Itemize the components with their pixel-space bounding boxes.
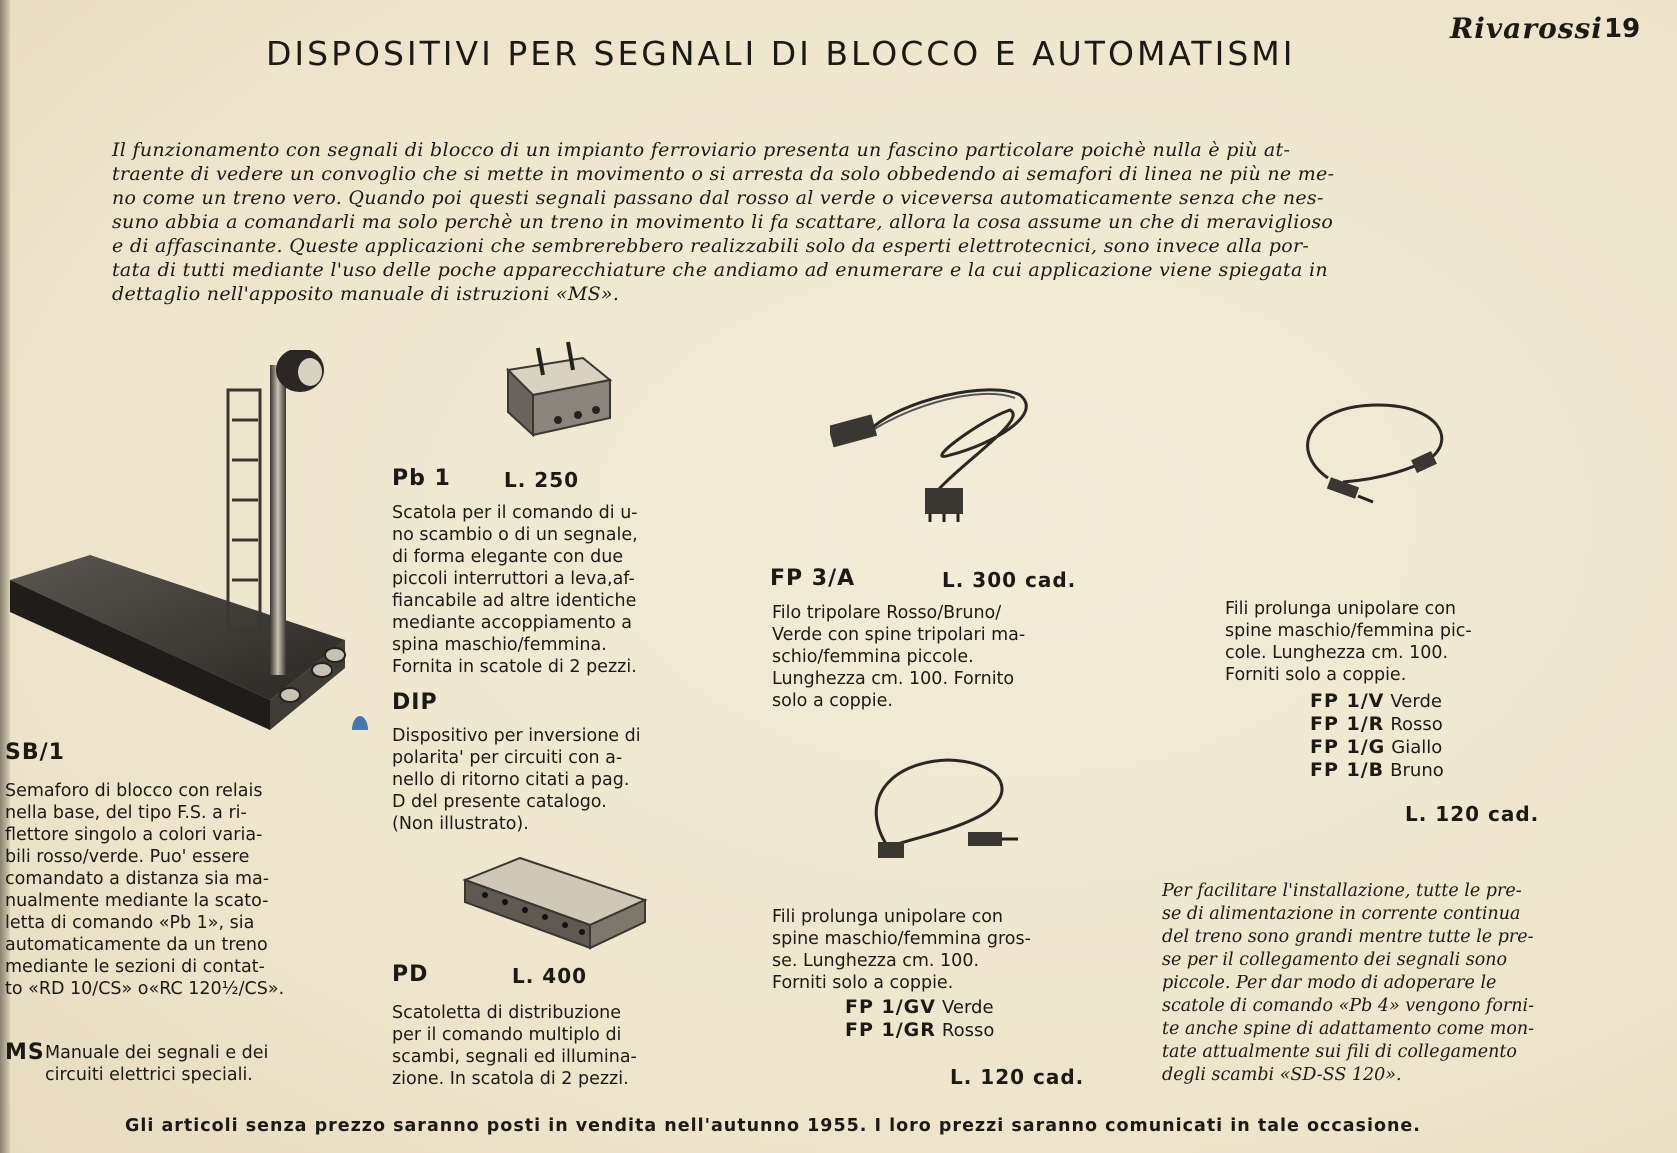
intro-line: no come un treno vero. Quando poi questi segnali passano dal rosso al verde o viceversa automaticamente senza che nes- [112, 187, 1324, 209]
fp1g-cable-illustration [858, 752, 1023, 867]
variant-row [845, 1019, 994, 1042]
variant-code: FP 1/B [1310, 759, 1385, 781]
brand-logo: Rivarossi [1450, 12, 1603, 45]
sb1-code: SB/1 [5, 740, 65, 765]
note-line: degli scambi «SD-SS 120». [1162, 1065, 1402, 1085]
note-line: tate attualmente sui fili di collegamento [1162, 1042, 1517, 1062]
text-line: D del presente catalogo. [392, 792, 607, 812]
variant-code: FP 1/GV [845, 996, 936, 1018]
text-line: Fornita in scatole di 2 pezzi. [392, 657, 637, 677]
ms-entry [5, 1040, 269, 1085]
text-line: solo a coppie. [772, 691, 893, 711]
intro-line: Il funzionamento con segnali di blocco di un impianto ferroviario presenta un fascino particolare poichè nulla è più at- [112, 139, 1291, 161]
text-line: nualmente mediante la scato- [5, 891, 269, 911]
text-line: Manuale dei segnali e dei [45, 1043, 269, 1063]
text-line: polarita' per circuiti con a- [392, 748, 623, 768]
fp1-price: L. 120 cad. [1405, 802, 1540, 826]
text-line: Forniti solo a coppie. [1225, 665, 1407, 685]
pd-code: PD [392, 962, 429, 987]
text-line: Fili prolunga unipolare con [772, 907, 1004, 927]
note-line: Per facilitare l'installazione, tutte le pre- [1162, 881, 1522, 901]
text-line: Dispositivo per inversione di [392, 726, 641, 746]
fp1-description [1225, 598, 1472, 686]
text-line: cole. Lunghezza cm. 100. [1225, 643, 1449, 663]
fp3a-code: FP 3/A [770, 566, 856, 591]
note-line: scatole di comando «Pb 4» vengono forni- [1162, 996, 1535, 1016]
ms-code: MS [5, 1040, 45, 1065]
variant-color: Rosso [941, 1020, 995, 1041]
intro-line: e di affascinante. Queste applicazioni che sembrerebbero realizzabili solo da esperti elettrotecnici, sono invece alla por- [112, 235, 1310, 257]
text-line: Forniti solo a coppie. [772, 973, 954, 993]
text-line: piccoli interruttori a leva,af- [392, 569, 635, 589]
text-line: circuiti elettrici speciali. [45, 1065, 253, 1085]
pd-price: L. 400 [512, 964, 588, 988]
text-line: schio/femmina piccole. [772, 647, 974, 667]
fp1g-description [772, 906, 1031, 994]
pd-entry [392, 962, 588, 988]
pb1-description [392, 502, 638, 678]
text-line: (Non illustrato). [392, 814, 529, 834]
fp1-cable-illustration [1288, 400, 1458, 515]
dip-description [392, 725, 641, 835]
fp1-variants [1310, 690, 1444, 782]
footer-note: Gli articoli senza prezzo saranno posti in vendita nell'autunno 1955. I loro prezzi saranno comunicati in tale occasione. [125, 1116, 1421, 1136]
text-line: spine maschio/femmina gros- [772, 929, 1031, 949]
variant-color: Giallo [1391, 737, 1443, 758]
pb1-price: L. 250 [504, 468, 580, 492]
dip-code: DIP [392, 690, 438, 715]
intro-line: tata di tutti mediante l'uso delle poche apparecchiature che andiamo ad enumerare e la cui applicazione viene spiegata in [112, 259, 1328, 281]
text-line: bili rosso/verde. Puo' essere [5, 847, 250, 867]
installation-note [1162, 880, 1622, 1087]
text-line: Verde con spine tripolari ma- [772, 625, 1026, 645]
ms-description [45, 1042, 268, 1086]
variant-row [1310, 759, 1444, 782]
note-line: piccole. Per dar modo di adoperare le [1162, 973, 1497, 993]
text-line: to «RD 10/CS» o«RC 120½/CS». [5, 979, 285, 999]
text-line: fiancabile ad altre identiche [392, 591, 637, 611]
text-line: scambi, segnali ed illumina- [392, 1047, 637, 1067]
text-line: spina maschio/femmina. [392, 635, 607, 655]
sb1-description [5, 780, 284, 1000]
text-line: di forma elegante con due [392, 547, 624, 567]
block-signal-illustration [0, 350, 370, 730]
pb1-code: Pb 1 [392, 466, 451, 491]
fp3a-description [772, 602, 1025, 712]
text-line: Semaforo di blocco con relais [5, 781, 263, 801]
text-line: se. Lunghezza cm. 100. [772, 951, 980, 971]
intro-paragraph [112, 138, 1492, 306]
text-line: mediante le sezioni di contat- [5, 957, 265, 977]
intro-line: traente di vedere un convoglio che si mette in movimento o si arresta da solo obbedendo ai semafori di linea ne più ne me- [112, 163, 1335, 185]
text-line: Fili prolunga unipolare con [1225, 599, 1457, 619]
variant-color: Verde [941, 997, 994, 1018]
text-line: nello di ritorno citati a pag. [392, 770, 630, 790]
fp3a-cable-illustration [830, 360, 1040, 525]
text-line: no scambio o di un segnale, [392, 525, 638, 545]
fp3a-price: L. 300 cad. [942, 568, 1077, 592]
note-line: del treno sono grandi mentre tutte le pre- [1162, 927, 1534, 947]
page-title: DISPOSITIVI PER SEGNALI DI BLOCCO E AUTOMATISMI [266, 34, 1296, 73]
text-line: Lunghezza cm. 100. Fornito [772, 669, 1015, 689]
text-line: Scatoletta di distribuzione [392, 1003, 622, 1023]
variant-color: Bruno [1390, 760, 1444, 781]
pb1-entry [392, 466, 580, 492]
text-line: nella base, del tipo F.S. a ri- [5, 803, 247, 823]
text-line: per il comando multiplo di [392, 1025, 622, 1045]
note-line: se per il collegamento dei segnali sono [1162, 950, 1508, 970]
pb1-box-illustration [488, 340, 618, 445]
page-number: 19 [1604, 14, 1641, 44]
text-line: automaticamente da un treno [5, 935, 268, 955]
text-line: letta di comando «Pb 1», sia [5, 913, 255, 933]
pd-description [392, 1002, 637, 1090]
text-line: Filo tripolare Rosso/Bruno/ [772, 603, 1002, 623]
variant-color: Rosso [1390, 714, 1443, 735]
text-line: Scatola per il comando di u- [392, 503, 638, 523]
variant-code: FP 1/G [1310, 736, 1386, 758]
pd-box-illustration [460, 850, 650, 950]
variant-code: FP 1/GR [845, 1019, 936, 1041]
intro-line: suno abbia a comandarli ma solo perchè un treno in movimento li fa scattare, allora la cosa assume un che di meraviglioso [112, 211, 1334, 233]
variant-row [1310, 713, 1444, 736]
note-line: te anche spine di adattamento come mon- [1162, 1019, 1535, 1039]
text-line: flettore singolo a colori varia- [5, 825, 263, 845]
variant-row [845, 996, 994, 1019]
text-line: spine maschio/femmina pic- [1225, 621, 1472, 641]
note-line: se di alimentazione in corrente continua [1162, 904, 1521, 924]
intro-line: dettaglio nell'apposito manuale di istruzioni «MS». [112, 283, 620, 305]
variant-color: Verde [1390, 691, 1442, 712]
fp3a-entry [770, 566, 1077, 592]
variant-code: FP 1/R [1310, 713, 1385, 735]
variant-row [1310, 690, 1444, 713]
text-line: zione. In scatola di 2 pezzi. [392, 1069, 629, 1089]
text-line: comandato a distanza sia ma- [5, 869, 270, 889]
variant-row [1310, 736, 1444, 759]
text-line: mediante accoppiamento a [392, 613, 633, 633]
fp1g-price: L. 120 cad. [950, 1065, 1085, 1089]
variant-code: FP 1/V [1310, 690, 1385, 712]
fp1g-variants [845, 996, 994, 1042]
